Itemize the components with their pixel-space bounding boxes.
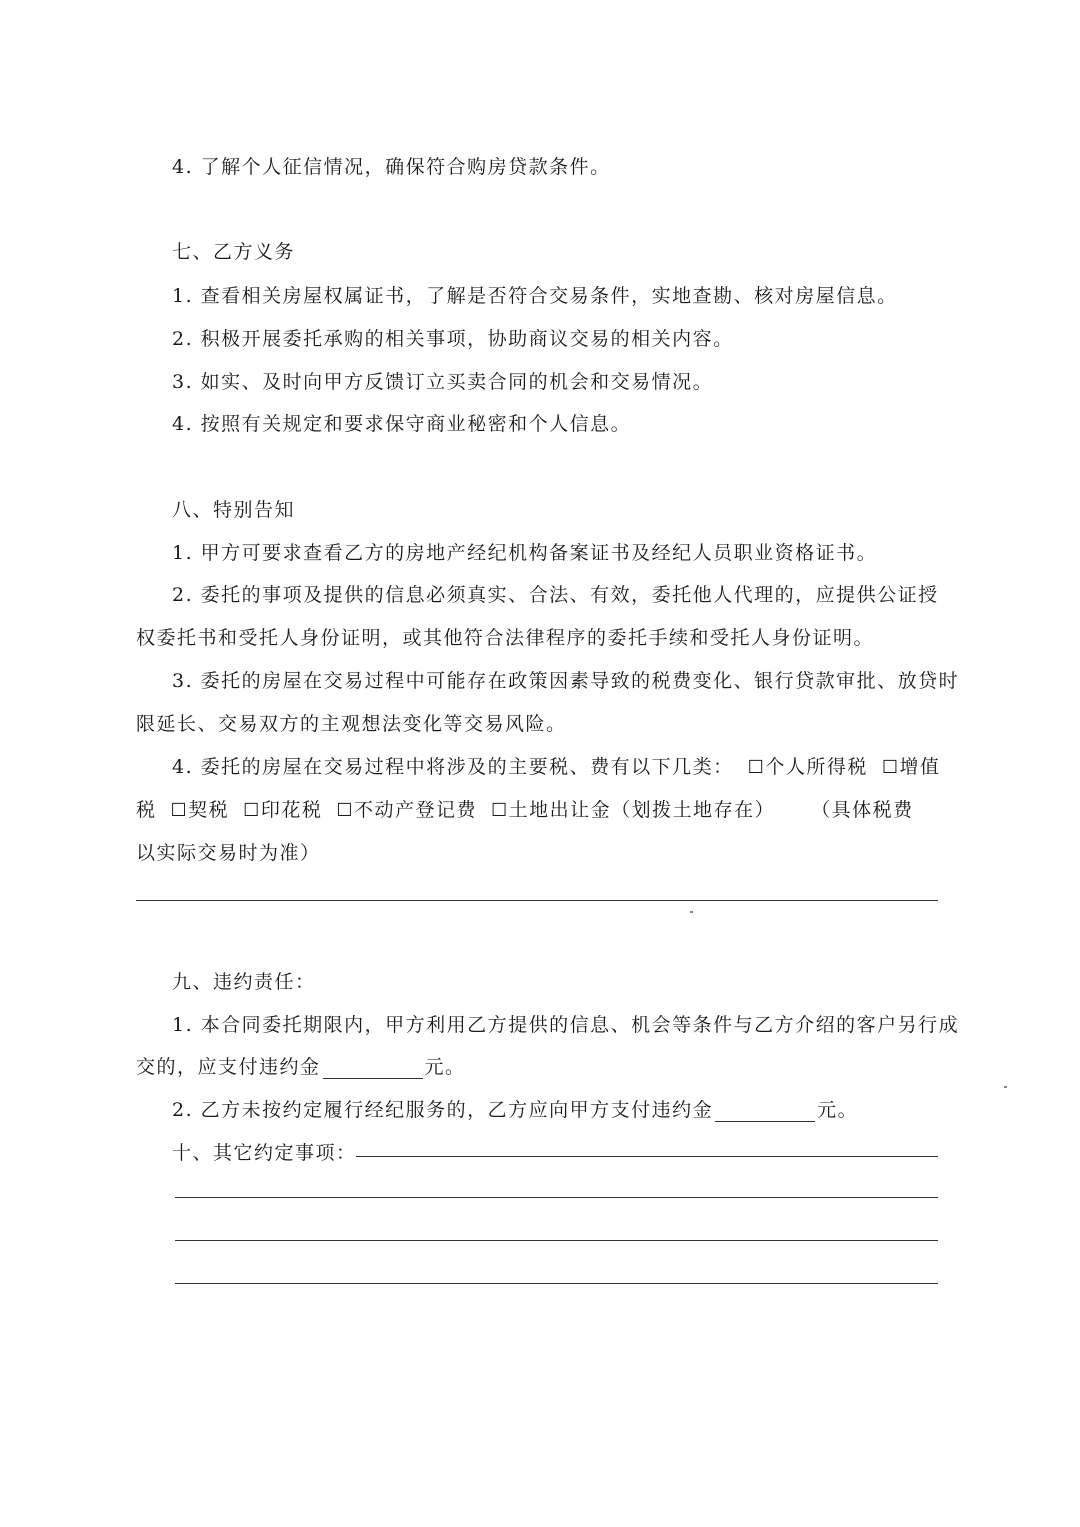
tax-registration-label: 不动产登记费 <box>353 799 477 821</box>
other-terms-line-1[interactable] <box>356 1156 938 1157</box>
section8-item4-line2 <box>136 798 940 823</box>
section7-item2: 2. 积极开展委托承购的相关事项，协助商议交易的相关内容。 <box>172 328 734 350</box>
checkbox-personal-income-tax[interactable]: ☐ <box>747 757 766 778</box>
checkbox-vat[interactable]: ☐ <box>881 757 900 778</box>
tax-personal-income-label: 个人所得税 <box>765 756 868 778</box>
checkbox-deed-tax[interactable]: ☐ <box>170 800 189 821</box>
tax-vat-label-part2: 税 <box>136 799 157 821</box>
tax-note-part2: 以实际交易时为准） <box>136 842 321 864</box>
section9-item2 <box>172 1098 976 1122</box>
section8-heading: 八、特别告知 <box>172 499 296 521</box>
other-terms-line-2[interactable] <box>175 1197 938 1198</box>
section7-heading: 七、乙方义务 <box>172 241 296 263</box>
section8-item3-line2: 限延长、交易双方的主观想法变化等交易风险。 <box>136 713 567 735</box>
section10-heading: 十、其它约定事项： <box>172 1142 357 1164</box>
section9-heading: 九、违约责任： <box>172 971 316 993</box>
tax-note-part1: （具体税费 <box>811 799 914 821</box>
checkbox-registration-fee[interactable]: ☐ <box>336 800 354 821</box>
section7-item1: 1. 查看相关房屋权属证书，了解是否符合交易条件，实地查勘、核对房屋信息。 <box>172 285 898 307</box>
other-terms-line-3[interactable] <box>175 1240 938 1241</box>
tax-deed-label: 契税 <box>188 799 230 821</box>
blank-line-section8[interactable] <box>136 900 938 901</box>
section8-item4-line1 <box>172 755 942 780</box>
section9-item1-line2 <box>136 1055 940 1079</box>
checkbox-land-transfer-fee[interactable]: ☐ <box>490 800 509 821</box>
section9-item2-prefix: 2. 乙方未按约定履行经纪服务的，乙方应向甲方支付违约金 <box>172 1099 714 1121</box>
tax-land-transfer-label: 土地出让金（划拨土地存在） <box>508 799 776 821</box>
section9-item1-line2-suffix: 元。 <box>424 1056 466 1078</box>
tax-vat-label-part1: 增值 <box>899 756 941 778</box>
other-terms-line-4[interactable] <box>175 1283 938 1284</box>
section7-item4: 4. 按照有关规定和要求保守商业秘密和个人信息。 <box>172 413 632 435</box>
section9-item1-line1: 1. 本合同委托期限内，甲方利用乙方提供的信息、机会等条件与乙方介绍的客户另行成 <box>172 1014 960 1036</box>
section8-item1: 1. 甲方可要求查看乙方的房地产经纪机构备案证书及经纪人员职业资格证书。 <box>172 542 878 564</box>
section7-item3: 3. 如实、及时向甲方反馈订立买卖合同的机会和交易情况。 <box>172 371 714 393</box>
scan-speck <box>690 911 693 913</box>
section8-item3-line1: 3. 委托的房屋在交易过程中可能存在政策因素导致的税费变化、银行贷款审批、放贷时 <box>172 670 960 692</box>
section8-item2-line2: 权委托书和受托人身份证明，或其他符合法律程序的委托手续和受托人身份证明。 <box>136 627 875 649</box>
checkbox-stamp-tax[interactable]: ☐ <box>243 800 261 821</box>
penalty-amount-field-1[interactable] <box>323 1058 423 1079</box>
section6-item4: 4. 了解个人征信情况，确保符合购房贷款条件。 <box>172 156 611 178</box>
section8-item4-intro: 4. 委托的房屋在交易过程中将涉及的主要税、费有以下几类： <box>172 756 734 778</box>
tax-stamp-label: 印花税 <box>260 799 323 821</box>
section8-item2-line1: 2. 委托的事项及提供的信息必须真实、合法、有效，委托他人代理的，应提供公证授 <box>172 584 939 606</box>
penalty-amount-field-2[interactable] <box>715 1101 815 1122</box>
section9-item1-line2-prefix: 交的，应支付违约金 <box>136 1056 321 1078</box>
section9-item2-suffix: 元。 <box>817 1099 859 1121</box>
scan-speck-2 <box>1004 1086 1007 1088</box>
